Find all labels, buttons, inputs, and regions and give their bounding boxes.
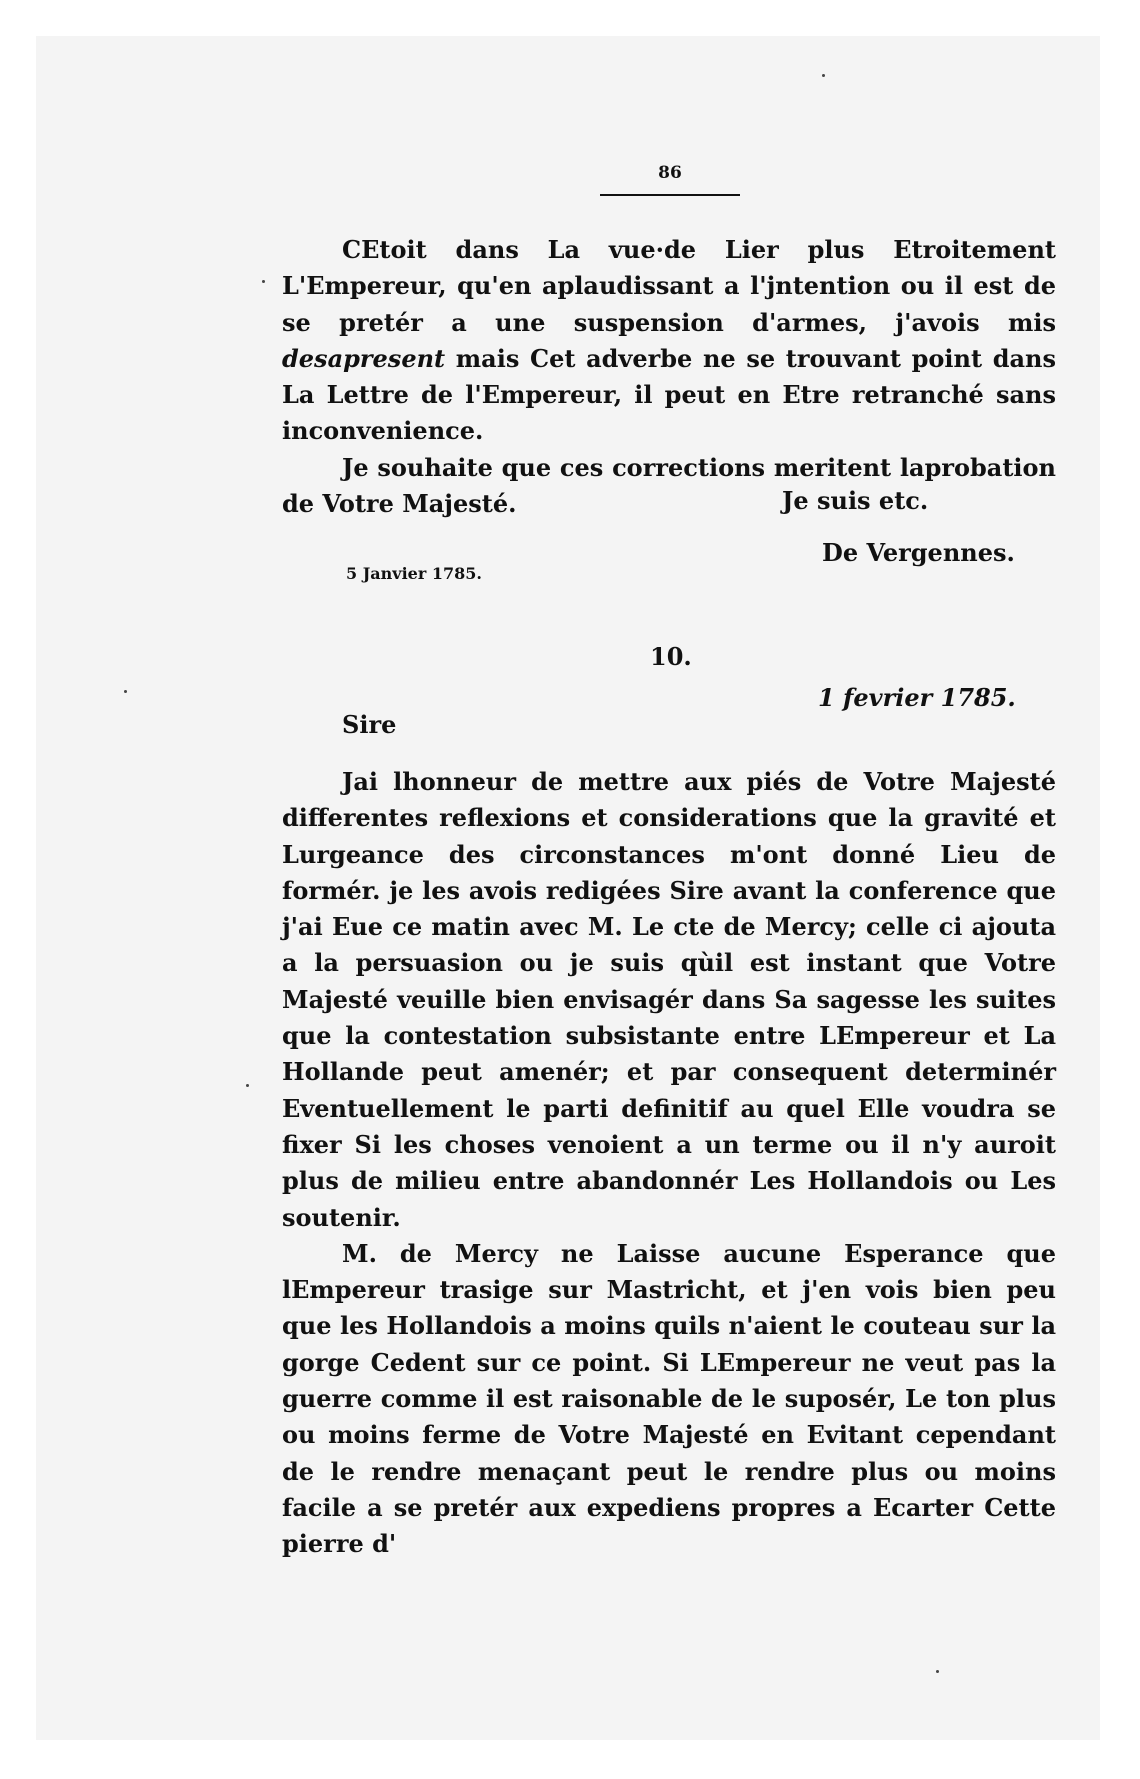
paragraph: Je souhaite que ces corrections meritent laprobation de Votre Majesté. (282, 452, 1056, 519)
letter-date-right: 1 fevrier 1785. (818, 683, 1016, 712)
header-rule (600, 194, 740, 196)
paragraph: CEtoit dans La vue·de Lier plus Etroitement L'Empereur, qu'en aplaudissant a l'jntention ou il est de se pretér a une suspension d'armes, j'avois mis desapresent mais Cet adverbe ne se trouvant point dans La Lettre de l'Empereur, il peut en Etre retranché sans inconvenience. (282, 235, 1056, 446)
closing-formula: Je suis etc. (782, 486, 929, 515)
scan-speck (246, 1084, 249, 1087)
second-section-text (282, 764, 1056, 1563)
first-section-text (282, 232, 1056, 522)
page-number: 86 (658, 163, 682, 183)
letter-number: 10. (650, 642, 692, 671)
scan-speck (822, 74, 825, 77)
letter-date: 5 Janvier 1785. (346, 564, 482, 583)
signature: De Vergennes. (822, 538, 1015, 567)
scan-speck (124, 690, 127, 693)
scan-speck (936, 1670, 939, 1673)
salutation: Sire (342, 710, 397, 739)
paragraph: M. de Mercy ne Laisse aucune Esperance que lEmpereur trasige sur Mastricht, et j'en vois bien peu que les Hollandois a moins quils n'aient le couteau sur la gorge Cedent sur ce point. Si LEmpereur ne veut pas la guerre comme il est raisonable de le suposér, Le ton plus ou moins ferme de Votre Majesté en Evitant cependant de le rendre menaçant peut le rendre plus ou moins facile a se pretér aux expediens propres a Ecarter Cette pierre d' (282, 1238, 1056, 1559)
paragraph: Jai lhonneur de mettre aux piés de Votre Majesté differentes reflexions et considerations que la gravité et Lurgeance des circonstances m'ont donné Lieu de formér. je les avois redigées Sire avant la conference que j'ai Eue ce matin avec M. Le cte de Mercy; celle ci ajouta a la persuasion ou je suis qùil est instant que Votre Majesté veuille bien envisagér dans Sa sagesse les suites que la contestation subsistante entre LEmpereur et La Hollande peut amenér; et par consequent determinér Eventuellement le parti definitif au quel Elle voudra se fixer Si les choses venoient a un terme ou il n'y auroit plus de milieu entre abandonnér Les Hollandois ou Les soutenir. (282, 767, 1056, 1232)
scan-speck (262, 280, 265, 283)
